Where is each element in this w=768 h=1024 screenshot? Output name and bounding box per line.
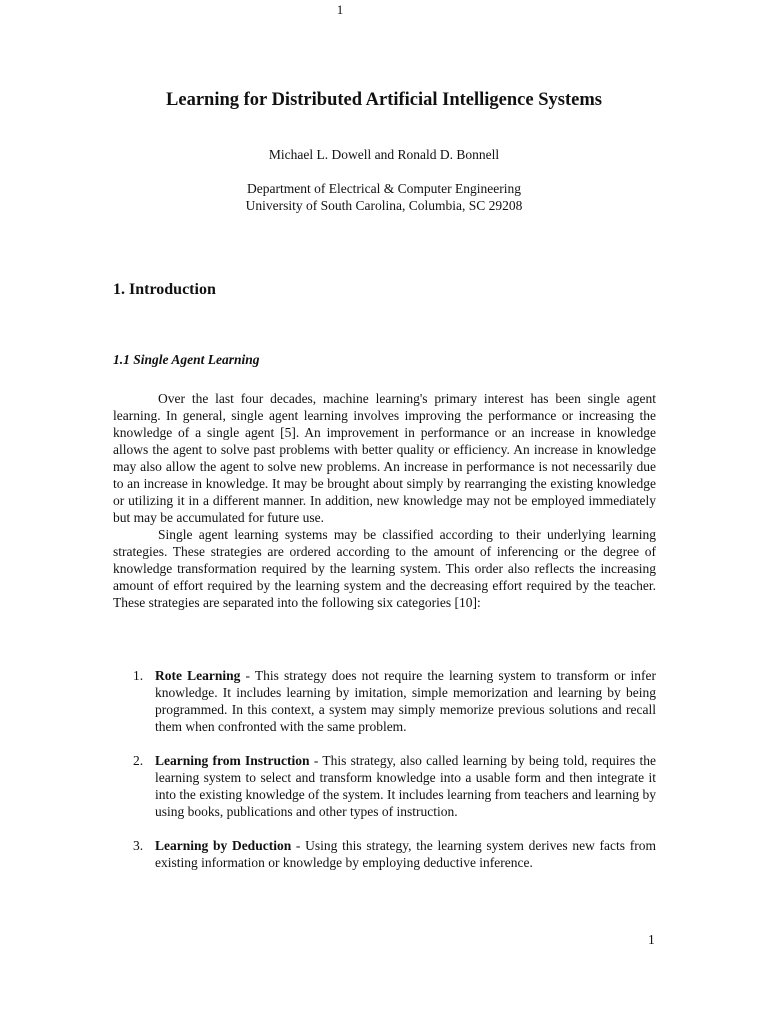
top-page-number: 1 bbox=[336, 2, 344, 17]
list-item-text: - This strategy does not require the learning system to transform or infer knowledge. It includes learning by imitation, simple memorization and learning by being programmed. In this context, a system may simply memorize previous solutions and recall them when confronted with the same problem. bbox=[155, 668, 656, 734]
list-item-text: - Using this strategy, the learning system derives new facts from existing information or knowledge by employing deductive inference. bbox=[155, 838, 656, 870]
authors-line: Michael L. Dowell and Ronald D. Bonnell bbox=[268, 147, 500, 162]
list-item-term: Learning by Deduction bbox=[155, 838, 292, 853]
paragraph: Single agent learning systems may be classified according to their underlying learning strategies. These strategies are ordered according to the amount of inferencing or the degree of knowledge transformation required by the learning system. This order also reflects the increasing amount of effort required by the learning system and the decreasing effort required by the teacher. These strategies are separated into the following six categories [10]: bbox=[113, 527, 656, 610]
strategy-list bbox=[113, 667, 656, 888]
affiliation-university: University of South Carolina, Columbia, SC 29208 bbox=[245, 198, 523, 213]
affiliation-department: Department of Electrical & Computer Engineering bbox=[246, 181, 522, 196]
bottom-page-number: 1 bbox=[648, 932, 655, 947]
list-item bbox=[113, 752, 656, 820]
list-item bbox=[113, 837, 656, 871]
list-item bbox=[113, 667, 656, 735]
subsection-heading: 1.1 Single Agent Learning bbox=[113, 352, 260, 367]
list-item-term: Learning from Instruction bbox=[155, 753, 310, 768]
affiliation bbox=[0, 180, 768, 214]
paper-title: Learning for Distributed Artificial Intelligence Systems bbox=[166, 90, 602, 110]
paragraph: Over the last four decades, machine learning's primary interest has been single agent learning. In general, single agent learning involves improving the performance or increasing the knowledge of a single agent [5]. An improvement in performance or an increase in knowledge allows the agent to solve past problems with better quality or efficiency. An increase in knowledge may also allow the agent to solve new problems. An increase in performance is not necessarily due to an increase in knowledge. It may be brought about simply by rearranging the existing knowledge or utilizing it in a different manner. In addition, new knowledge may not be employed immediately but may be accumulated for future use. bbox=[113, 391, 656, 525]
list-item-number: 1. bbox=[133, 668, 144, 683]
body-text bbox=[113, 390, 656, 611]
list-item-text: - This strategy, also called learning by being told, requires the learning system to select and transform knowledge into a usable form and then integrate it into the existing knowledge of the system. It includes learning from teachers and learning by using books, publications and other types of instruction. bbox=[155, 753, 656, 819]
list-item-number: 3. bbox=[133, 838, 144, 853]
list-item-number: 2. bbox=[133, 753, 144, 768]
section-heading: 1. Introduction bbox=[113, 281, 216, 298]
list-item-term: Rote Learning bbox=[155, 668, 241, 683]
